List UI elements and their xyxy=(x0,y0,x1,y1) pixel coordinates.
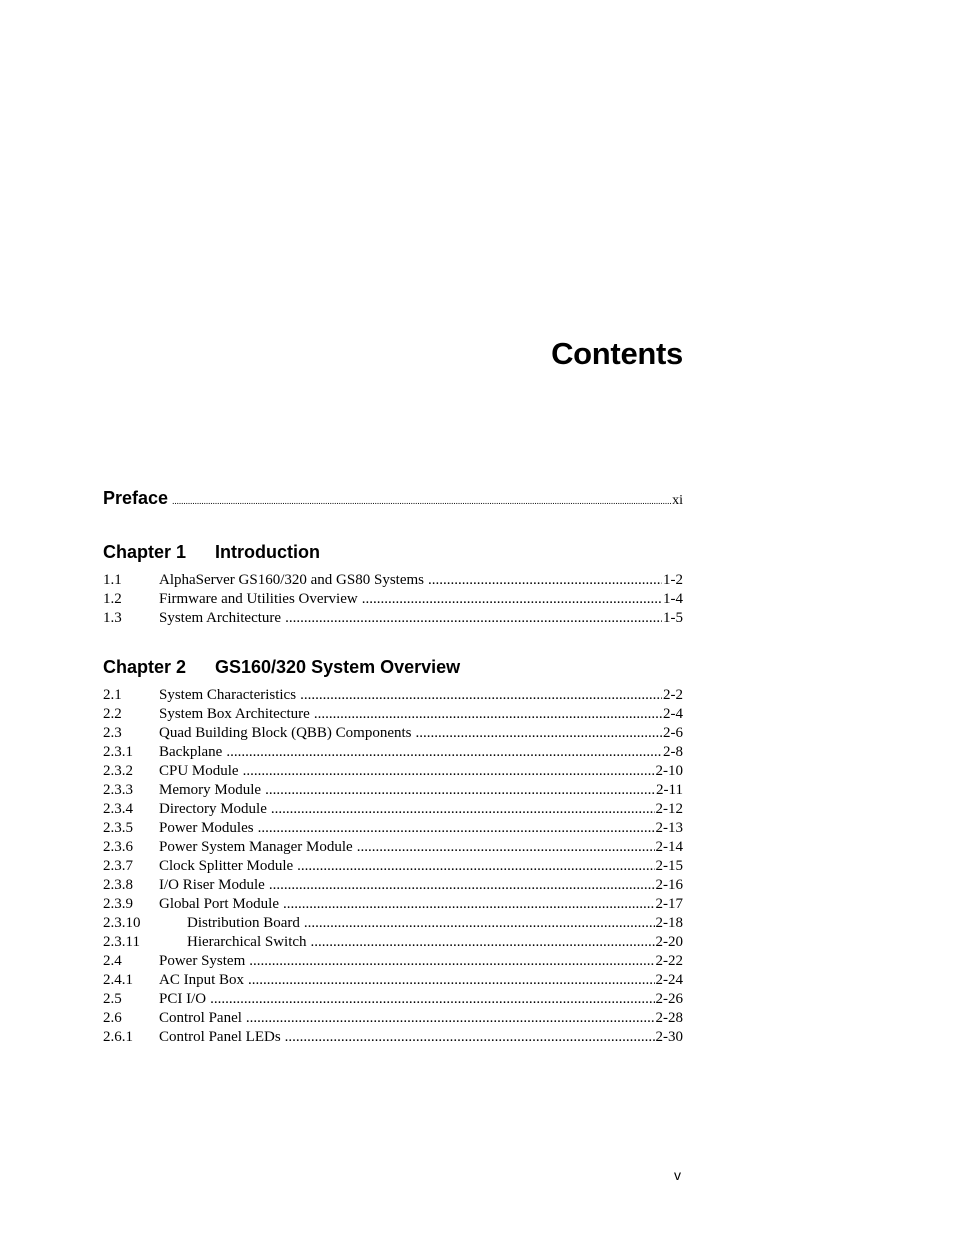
toc-entry[interactable] xyxy=(103,934,683,953)
dot-leader xyxy=(226,744,662,761)
page-number: 2-30 xyxy=(655,1029,683,1045)
toc-entry[interactable] xyxy=(103,572,683,591)
dot-leader xyxy=(258,820,655,837)
dot-leader xyxy=(248,972,654,989)
section-number: 1.1 xyxy=(103,572,122,588)
chapter-number: Chapter 2 xyxy=(103,656,187,677)
toc-entry[interactable] xyxy=(103,820,683,839)
section-number: 2.5 xyxy=(103,991,122,1007)
dot-leader xyxy=(243,763,655,780)
preface-label: Preface xyxy=(103,488,169,508)
table-of-contents xyxy=(103,488,683,1048)
toc-entry[interactable] xyxy=(103,591,683,610)
chapter-title: GS160/320 System Overview xyxy=(215,656,461,677)
dot-leader xyxy=(246,1010,655,1027)
toc-entry[interactable] xyxy=(103,839,683,858)
section-number: 2.4 xyxy=(103,953,122,969)
chapter-1-section xyxy=(103,540,683,629)
toc-entry[interactable] xyxy=(103,991,683,1010)
section-title: Directory Module xyxy=(159,801,267,817)
dot-leader xyxy=(314,706,662,723)
chapter-1-entries xyxy=(103,572,683,629)
toc-entry[interactable] xyxy=(103,896,683,915)
toc-entry[interactable] xyxy=(103,972,683,991)
section-number: 2.3.4 xyxy=(103,801,133,817)
dot-leader xyxy=(249,953,654,970)
toc-entry[interactable] xyxy=(103,953,683,972)
section-number: 2.2 xyxy=(103,706,122,722)
page-number: 2-16 xyxy=(655,877,683,893)
page-number: 2-26 xyxy=(655,991,683,1007)
page-number: 2-4 xyxy=(663,706,683,722)
toc-entry[interactable] xyxy=(103,706,683,725)
toc-entry[interactable] xyxy=(103,915,683,934)
section-number: 2.3.10 xyxy=(103,915,141,931)
dot-leader xyxy=(362,591,662,608)
preface-page-number: xi xyxy=(672,493,683,508)
toc-entry[interactable] xyxy=(103,877,683,896)
page-number: 2-11 xyxy=(656,782,683,798)
toc-entry[interactable] xyxy=(103,858,683,877)
section-number: 2.6.1 xyxy=(103,1029,133,1045)
toc-entry[interactable] xyxy=(103,744,683,763)
section-title: System Characteristics xyxy=(159,687,297,703)
page-number: 2-14 xyxy=(655,839,683,855)
section-title: Control Panel LEDs xyxy=(159,1029,281,1045)
section-title: Backplane xyxy=(159,744,223,760)
section-number: 1.2 xyxy=(103,591,122,607)
toc-preface-entry[interactable] xyxy=(103,488,683,514)
section-number: 2.1 xyxy=(103,687,122,703)
page-number: 1-2 xyxy=(663,572,683,588)
page-number: 2-20 xyxy=(655,934,683,950)
page-number: 2-13 xyxy=(655,820,683,836)
dot-leader xyxy=(265,782,655,799)
section-number: 2.3.7 xyxy=(103,858,133,874)
dot-leader xyxy=(269,877,655,894)
chapter-2-section xyxy=(103,655,683,1048)
toc-entry[interactable] xyxy=(103,1029,683,1048)
page-number: 2-18 xyxy=(655,915,683,931)
section-title: Power Modules xyxy=(159,820,254,836)
dot-leader xyxy=(297,858,654,875)
section-number: 2.3 xyxy=(103,725,122,741)
section-title: Memory Module xyxy=(159,782,262,798)
section-title: Quad Building Block (QBB) Components xyxy=(159,725,412,741)
page-number: 2-15 xyxy=(655,858,683,874)
section-number: 2.3.3 xyxy=(103,782,133,798)
section-number: 2.3.8 xyxy=(103,877,133,893)
toc-entry[interactable] xyxy=(103,782,683,801)
dot-leader xyxy=(285,1029,655,1046)
toc-entry[interactable] xyxy=(103,725,683,744)
page-title: Contents xyxy=(551,336,683,371)
section-title: CPU Module xyxy=(159,763,239,779)
chapter-2-entries xyxy=(103,687,683,1048)
section-number: 2.6 xyxy=(103,1010,122,1026)
section-number: 2.3.9 xyxy=(103,896,133,912)
chapter-title: Introduction xyxy=(215,541,320,562)
section-number: 2.3.1 xyxy=(103,744,133,760)
section-title: Control Panel xyxy=(159,1010,242,1026)
section-number: 2.4.1 xyxy=(103,972,133,988)
section-title: Power System xyxy=(159,953,246,969)
dot-leader xyxy=(271,801,655,818)
chapter-heading[interactable] xyxy=(103,540,683,564)
chapter-heading[interactable] xyxy=(103,655,683,679)
page-number: 2-22 xyxy=(655,953,683,969)
section-title: AC Input Box xyxy=(159,972,245,988)
dot-leader xyxy=(210,991,654,1008)
toc-entry[interactable] xyxy=(103,610,683,629)
section-title: I/O Riser Module xyxy=(159,877,265,893)
section-title: Distribution Board xyxy=(187,915,300,931)
page-number: 1-5 xyxy=(663,610,683,626)
page-number: 2-10 xyxy=(655,763,683,779)
section-title: Global Port Module xyxy=(159,896,279,912)
page-number: 1-4 xyxy=(663,591,683,607)
section-number: 2.3.5 xyxy=(103,820,133,836)
section-title: AlphaServer GS160/320 and GS80 Systems xyxy=(159,572,424,588)
section-number: 2.3.11 xyxy=(103,934,140,950)
section-title: System Architecture xyxy=(159,610,282,626)
dot-leader xyxy=(300,687,662,704)
page-number: 2-28 xyxy=(655,1010,683,1026)
section-number: 2.3.6 xyxy=(103,839,133,855)
section-title: System Box Architecture xyxy=(159,706,310,722)
dot-leader xyxy=(416,725,663,742)
page-folio: v xyxy=(674,1167,681,1183)
page-number: 2-6 xyxy=(663,725,683,741)
dot-leader xyxy=(285,610,662,627)
dot-leader xyxy=(428,572,662,589)
section-title: Clock Splitter Module xyxy=(159,858,294,874)
section-title: Power System Manager Module xyxy=(159,839,353,855)
page-number: 2-2 xyxy=(663,687,683,703)
toc-entry[interactable] xyxy=(103,801,683,820)
dot-leader xyxy=(304,915,655,932)
section-number: 2.3.2 xyxy=(103,763,133,779)
toc-entry[interactable] xyxy=(103,763,683,782)
section-title: Firmware and Utilities Overview xyxy=(159,591,358,607)
toc-entry[interactable] xyxy=(103,1010,683,1029)
section-number: 1.3 xyxy=(103,610,122,626)
dot-leader xyxy=(311,934,655,951)
chapter-number: Chapter 1 xyxy=(103,541,187,562)
page-number: 2-24 xyxy=(655,972,683,988)
section-title: PCI I/O xyxy=(159,991,207,1007)
dot-leader xyxy=(172,496,671,506)
dot-leader xyxy=(357,839,655,856)
page-number: 2-8 xyxy=(663,744,683,760)
toc-entry[interactable] xyxy=(103,687,683,706)
page-number: 2-12 xyxy=(655,801,683,817)
dot-leader xyxy=(283,896,655,913)
section-title: Hierarchical Switch xyxy=(187,934,307,950)
page-number: 2-17 xyxy=(655,896,683,912)
